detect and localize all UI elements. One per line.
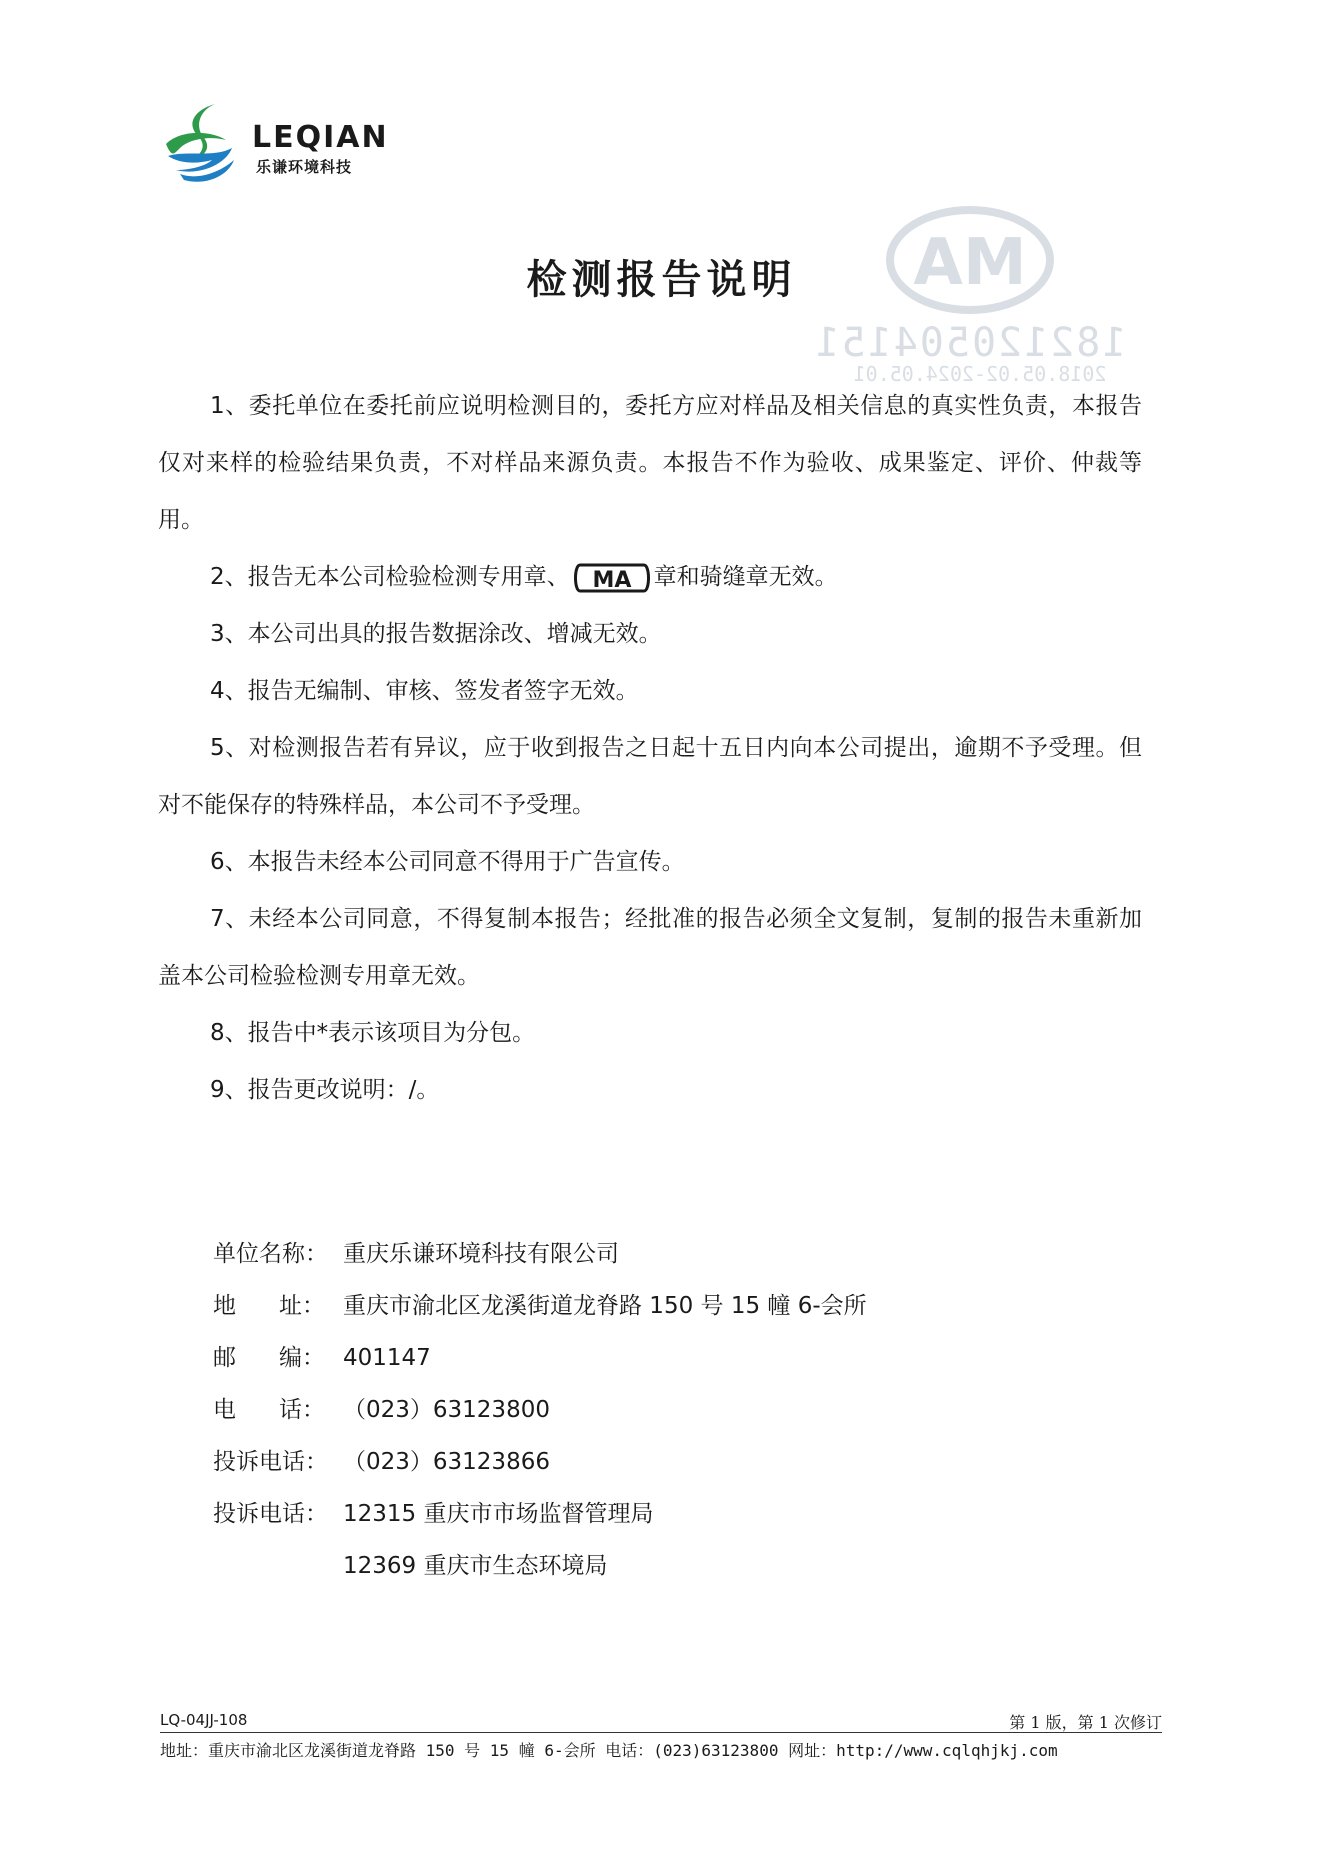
footer-divider [160, 1732, 1162, 1733]
contact-row-zip [213, 1332, 867, 1384]
zip-label-a: 邮 [213, 1345, 236, 1371]
stamp-date: 2018.05.02-2024.05.01 [853, 362, 1107, 386]
complaint-label-2: 投诉电话： [213, 1501, 328, 1527]
contact-row-complaint-1 [213, 1436, 867, 1488]
note-item-2-before: 2、报告无本公司检验检测专用章、 [210, 564, 570, 590]
note-item-5: 5、对检测报告若有异议，应于收到报告之日起十五日内向本公司提出，逾期不予受理。但对不能保存的特殊样品，本公司不予受理。 [158, 735, 1142, 818]
complaint-value-1: （023）63123866 [343, 1449, 550, 1475]
company-logo [160, 100, 420, 186]
complaint-value-2: 12315 重庆市市场监督管理局 [343, 1501, 654, 1527]
unit-value: 重庆乐谦环境科技有限公司 [343, 1241, 619, 1267]
revision-label: 第 1 版，第 1 次修订 [1009, 1713, 1162, 1732]
address-label [213, 1280, 325, 1332]
note-item-2-after: 章和骑缝章无效。 [653, 564, 838, 590]
note-item-2 [158, 549, 1142, 606]
logo-wordmark: LEQIAN [252, 120, 389, 155]
footer-address: 地址：重庆市渝北区龙溪街道龙脊路 150 号 15 幢 6-会所 电话：(023)63123800 网址：http://www.cqlqhjkj.com [160, 1741, 1058, 1760]
note-item-8: 8、报告中*表示该项目为分包。 [210, 1020, 536, 1046]
page-title: 检测报告说明 [526, 256, 797, 303]
stamp-number: 182120504151 [813, 320, 1127, 366]
tel-label-a: 电 [213, 1397, 236, 1423]
contact-row-tel [213, 1384, 867, 1436]
logo-subtitle: 乐谦环境科技 [256, 158, 353, 176]
contact-row-complaint-2 [213, 1488, 867, 1540]
tel-label [213, 1384, 325, 1436]
leqian-emblem-icon [160, 100, 250, 186]
complaint-label-spacer [213, 1540, 343, 1592]
contact-row-unit [213, 1228, 867, 1280]
note-item-6: 6、本报告未经本公司同意不得用于广告宣传。 [210, 849, 685, 875]
cma-mark-icon [572, 563, 652, 593]
contact-row-address [213, 1280, 867, 1332]
cma-mark-text: MA [592, 567, 632, 593]
complaint-label-1: 投诉电话： [213, 1449, 328, 1475]
zip-label-b: 编： [279, 1345, 325, 1371]
note-item-9: 9、报告更改说明：/。 [210, 1077, 440, 1103]
tel-label-b: 话： [279, 1397, 325, 1423]
document-code: LQ-04JJ-108 [160, 1711, 248, 1729]
zip-value: 401147 [343, 1345, 431, 1371]
report-notes [158, 378, 1142, 1119]
complaint-value-3: 12369 重庆市生态环境局 [343, 1553, 608, 1579]
note-item-3: 3、本公司出具的报告数据涂改、增减无效。 [210, 621, 662, 647]
note-item-4: 4、报告无编制、审核、签发者签字无效。 [210, 678, 639, 704]
unit-label: 单位名称： [213, 1241, 328, 1267]
address-value: 重庆市渝北区龙溪街道龙脊路 150 号 15 幢 6-会所 [343, 1293, 867, 1319]
tel-value: （023）63123800 [343, 1397, 550, 1423]
contact-info [213, 1228, 867, 1592]
address-label-b: 址： [279, 1293, 325, 1319]
contact-row-complaint-3 [213, 1540, 867, 1592]
note-item-1: 1、委托单位在委托前应说明检测目的，委托方应对样品及相关信息的真实性负责，本报告仅对来样的检验结果负责，不对样品来源负责。本报告不作为验收、成果鉴定、评价、仲裁等用。 [158, 393, 1142, 533]
stamp-mark-text: MA [913, 226, 1027, 300]
note-item-7: 7、未经本公司同意，不得复制本报告；经批准的报告必须全文复制，复制的报告未重新加盖本公司检验检测专用章无效。 [158, 906, 1142, 989]
zip-label [213, 1332, 325, 1384]
address-label-a: 地 [213, 1293, 236, 1319]
